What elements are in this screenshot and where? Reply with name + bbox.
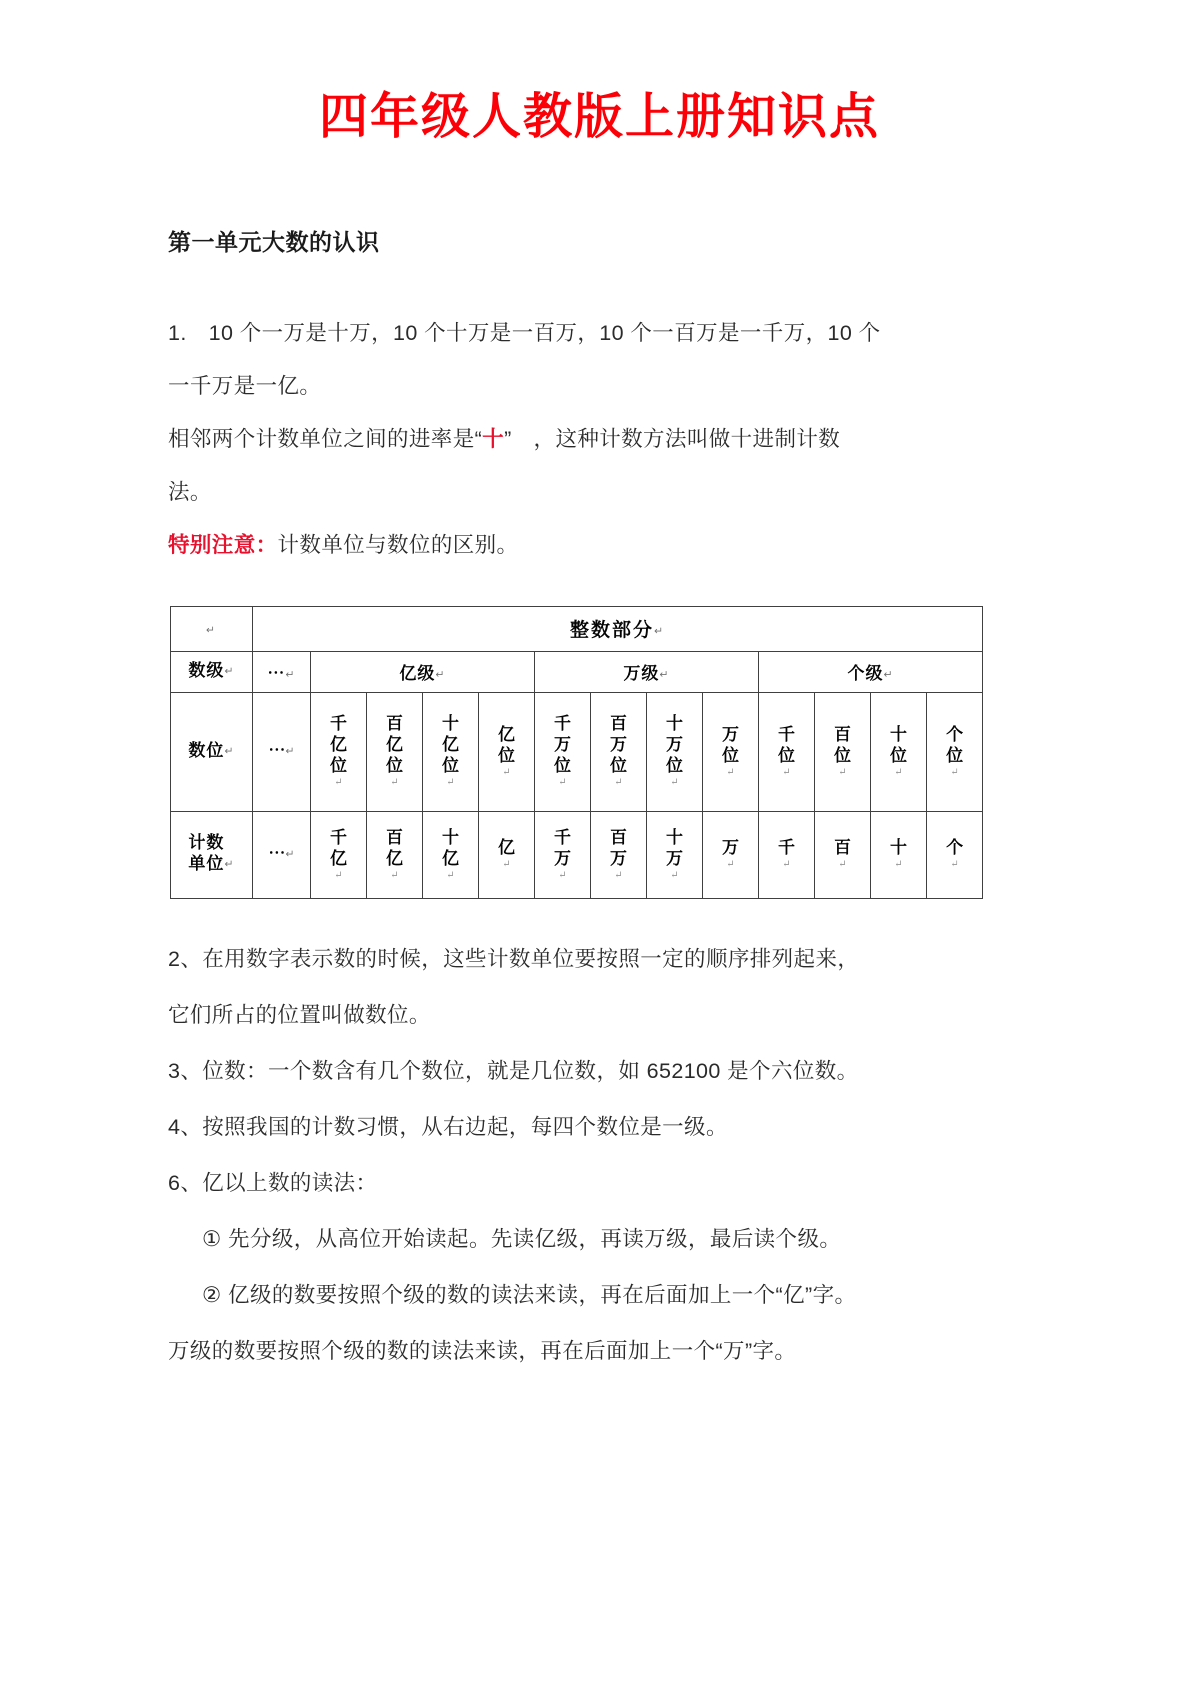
grade-cell-ge-text: 个级 (847, 664, 884, 685)
unit-cell-4 (535, 811, 591, 898)
pilcrow-icon: ↵ (224, 858, 235, 871)
paragraph-7-text: 6、亿以上数的读法： (168, 1170, 378, 1195)
sub-item-1 (168, 1211, 1031, 1267)
pilcrow-icon: ↵ (558, 777, 567, 789)
unit-cell-10 (871, 811, 927, 898)
pilcrow-icon: ↵ (614, 777, 623, 789)
grade-cell-ge (759, 651, 983, 692)
pilcrow-icon: ↵ (950, 859, 959, 871)
paragraph-6-text: 4、按照我国的计数习惯，从右边起，每四个数位是一级。 (168, 1114, 728, 1139)
special-note-label: 特别注意： (168, 532, 278, 557)
unit-cell-6 (647, 811, 703, 898)
pilcrow-icon: ↵ (659, 669, 670, 682)
unit-cell-7-text: 万 (722, 838, 739, 859)
table-row-position (171, 692, 983, 811)
position-cell-4-text: 千 万 位 (554, 714, 571, 777)
unit-cell-2-text: 十 亿 (442, 827, 459, 869)
numbered-list (168, 909, 1031, 1379)
table-top-header-cell (253, 606, 983, 651)
paragraph-10 (168, 1323, 1031, 1379)
unit-cell-5-text: 百 万 (610, 827, 627, 869)
digit-place-value-table (170, 606, 982, 899)
paragraph-5 (168, 1043, 1031, 1099)
paragraph-2-line-2 (168, 466, 1031, 519)
unit-cell-9 (815, 811, 871, 898)
highlight-shi: 十 (482, 426, 505, 451)
unit-cell-5 (591, 811, 647, 898)
row-label-grade-text: 数级 (188, 661, 225, 682)
position-cell-5-text: 百 万 位 (610, 714, 627, 777)
pilcrow-icon: ↵ (653, 625, 666, 638)
paragraph-1-line-2 (168, 360, 1031, 413)
pilcrow-icon: ↵ (726, 766, 735, 778)
pilcrow-icon: ↵ (782, 859, 791, 871)
position-cell-7 (703, 692, 759, 811)
paragraph-2-prefix: 相邻两个计数单位之间的进率是“ (168, 426, 483, 451)
position-cell-2-text: 十 亿 位 (442, 714, 459, 777)
position-cell-7-text: 万 位 (722, 724, 739, 766)
position-cell-8 (759, 692, 815, 811)
pilcrow-icon: ↵ (726, 859, 735, 871)
row-label-position (171, 692, 253, 811)
pilcrow-icon: ↵ (502, 766, 511, 778)
table-row-header (171, 606, 983, 651)
table-corner-cell (171, 606, 253, 651)
pilcrow-icon: ↵ (205, 624, 218, 637)
paragraph-4-line-1-text: 2、在用数字表示数的时候，这些计数单位要按照一定的顺序排列起来， (168, 946, 860, 971)
unit-cell-6-text: 十 万 (666, 827, 683, 869)
pilcrow-icon: ↵ (435, 669, 446, 682)
unit-cell-9-text: 百 (834, 838, 851, 859)
unit-cell-10-text: 十 (890, 838, 907, 859)
table-row-unit (171, 811, 983, 898)
unit-cell-1 (367, 811, 423, 898)
position-cell-8-text: 千 位 (778, 724, 795, 766)
paragraph-1-line-1 (168, 257, 1031, 360)
paragraph-1-line-2-text: 一千万是一亿。 (168, 373, 322, 398)
position-cell-10 (871, 692, 927, 811)
paragraph-5-text: 3、位数：一个数含有几个数位，就是几位数，如 652100 是个六位数。 (168, 1058, 859, 1083)
pilcrow-icon: ↵ (883, 669, 894, 682)
unit-cell-3-text: 亿 (498, 838, 515, 859)
grade-cell-yi (311, 651, 535, 692)
pilcrow-icon: ↵ (894, 859, 903, 871)
paragraph-4-line-2-text: 它们所占的位置叫做数位。 (168, 1002, 431, 1027)
grade-cell-wan-text: 万级 (623, 664, 660, 685)
paragraph-1-line-1-text: 1. 10 个一万是十万，10 个十万是一百万，10 个一百万是一千万，10 个 (168, 320, 881, 345)
paragraph-2-suffix: ” ，这种计数方法叫做十进制计数 (504, 426, 841, 451)
unit-ellipsis-cell (253, 811, 311, 898)
sub-item-2-text: ② 亿级的数要按照个级的数的读法来读，再在后面加上一个“亿”字。 (202, 1282, 857, 1307)
position-cell-9-text: 百 位 (834, 724, 851, 766)
row-label-position-text: 数位 (188, 741, 225, 762)
position-cell-10-text: 十 位 (890, 724, 907, 766)
table-top-header-text: 整数部分 (569, 619, 654, 642)
position-cell-4 (535, 692, 591, 811)
pilcrow-icon: ↵ (285, 848, 295, 861)
position-cell-11 (927, 692, 983, 811)
unit-cell-1-text: 百 亿 (386, 827, 403, 869)
grade-cell-yi-text: 亿级 (399, 664, 436, 685)
unit-cell-7 (703, 811, 759, 898)
position-cell-11-text: 个 位 (946, 724, 964, 766)
paragraph-10-text: 万级的数要按照个级的数的读法来读，再在后面加上一个“万”字。 (168, 1338, 797, 1363)
unit-cell-4-text: 千 万 (554, 827, 571, 869)
row-label-unit (171, 811, 253, 898)
unit-cell-3 (479, 811, 535, 898)
position-cell-6 (647, 692, 703, 811)
pilcrow-icon: ↵ (224, 745, 235, 758)
pilcrow-icon: ↵ (334, 869, 343, 881)
unit-cell-11 (927, 811, 983, 898)
unit-cell-8-text: 千 (778, 838, 795, 859)
pilcrow-icon: ↵ (285, 669, 296, 682)
unit-cell-0-text: 千 亿 (330, 827, 347, 869)
unit-cell-0 (311, 811, 367, 898)
pilcrow-icon: ↵ (224, 665, 235, 678)
grade-ellipsis-cell (253, 651, 311, 692)
pilcrow-icon: ↵ (950, 766, 959, 778)
grade-ellipsis-text: ⋯ (267, 664, 286, 685)
pilcrow-icon: ↵ (446, 869, 455, 881)
pilcrow-icon: ↵ (334, 777, 343, 789)
position-cell-5 (591, 692, 647, 811)
special-note-paragraph (168, 519, 1031, 572)
position-cell-2 (423, 692, 479, 811)
sub-item-2 (168, 1267, 1031, 1323)
pilcrow-icon: ↵ (670, 777, 679, 789)
position-ellipsis-cell (253, 692, 311, 811)
pilcrow-icon: ↵ (390, 869, 399, 881)
paragraph-4-line-2 (168, 987, 1031, 1043)
pilcrow-icon: ↵ (446, 777, 455, 789)
position-cell-0-text: 千 亿 位 (330, 714, 347, 777)
pilcrow-icon: ↵ (838, 766, 847, 778)
pilcrow-icon: ↵ (614, 869, 623, 881)
pilcrow-icon: ↵ (390, 777, 399, 789)
paragraph-6 (168, 1099, 1031, 1155)
page-title: 四年级人教版上册知识点 (318, 90, 880, 144)
unit-cell-11-text: 个 (946, 838, 964, 859)
pilcrow-icon: ↵ (285, 745, 295, 758)
pilcrow-icon: ↵ (894, 766, 903, 778)
row-label-grade (171, 651, 253, 692)
pilcrow-icon: ↵ (670, 869, 679, 881)
position-cell-1-text: 百 亿 位 (386, 714, 403, 777)
position-cell-3-text: 亿 位 (498, 724, 515, 766)
unit-cell-8 (759, 811, 815, 898)
table-row-grade (171, 651, 983, 692)
paragraph-4-line-1 (168, 931, 1031, 987)
position-cell-0 (311, 692, 367, 811)
unit-cell-2 (423, 811, 479, 898)
paragraph-7 (168, 1155, 1031, 1211)
digit-table (170, 606, 983, 899)
sub-item-1-text: ① 先分级，从高位开始读起。先读亿级，再读万级，最后读个级。 (202, 1226, 842, 1251)
special-note-text: 计数单位与数位的区别。 (277, 532, 519, 557)
pilcrow-icon: ↵ (838, 859, 847, 871)
position-ellipsis-text: ⋯ (268, 741, 286, 762)
pilcrow-icon: ↵ (558, 869, 567, 881)
paragraph-2-line-1 (168, 413, 1031, 466)
pilcrow-icon: ↵ (502, 859, 511, 871)
pilcrow-icon: ↵ (782, 766, 791, 778)
unit-ellipsis-text: ⋯ (268, 844, 286, 865)
row-label-unit-text: 计数 单位 (188, 833, 225, 875)
paragraph-2-line-2-text: 法。 (168, 479, 212, 504)
position-cell-3 (479, 692, 535, 811)
section-heading: 第一单元大数的认识 (168, 228, 380, 255)
position-cell-9 (815, 692, 871, 811)
grade-cell-wan (535, 651, 759, 692)
position-cell-6-text: 十 万 位 (666, 714, 683, 777)
position-cell-1 (367, 692, 423, 811)
